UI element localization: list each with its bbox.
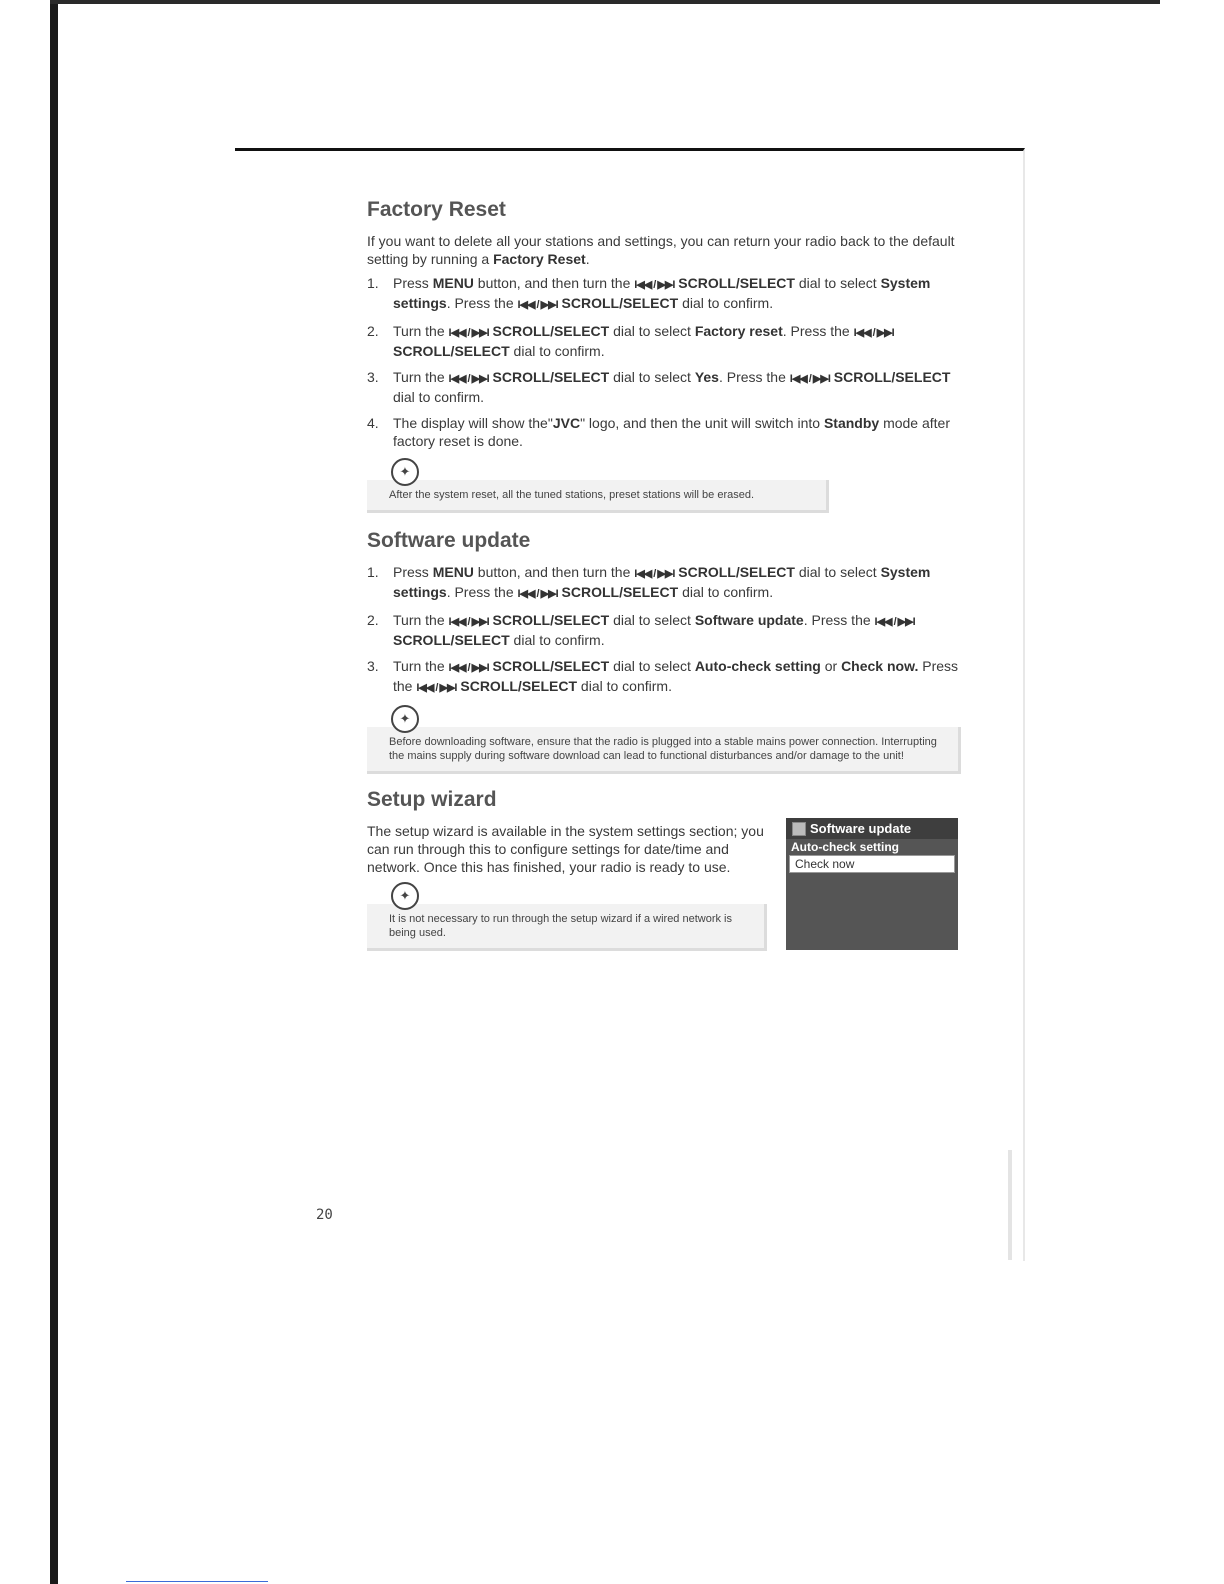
step-text: . Press the [782, 323, 854, 339]
step-text: dial to confirm. [678, 295, 774, 311]
bold-term: SCROLL/SELECT [561, 584, 679, 600]
step-number: 2. [367, 612, 379, 628]
software-update-section [367, 529, 967, 774]
screen-menu-item: Auto-check setting [791, 840, 900, 854]
step-text: Turn the [393, 323, 449, 339]
setup-wizard-title: Setup wizard [367, 788, 497, 811]
bold-term: SCROLL/SELECT [492, 612, 610, 628]
step-text: " logo, and then the unit will switch into [580, 415, 824, 431]
footer-rule [126, 1581, 268, 1582]
bold-term: SCROLL/SELECT [460, 678, 578, 694]
step-text: dial to confirm. [678, 584, 774, 600]
screen-title: Software update [810, 821, 912, 836]
step-text: dial to confirm. [393, 389, 485, 405]
skip-buttons-icon: I◀◀ / ▶▶I [853, 327, 894, 339]
step-text: Press [393, 564, 433, 580]
step-item [367, 368, 967, 406]
step-number: 3. [367, 658, 379, 674]
step-number: 4. [367, 415, 379, 431]
bold-term: SCROLL/SELECT [393, 343, 510, 359]
step-item [367, 322, 967, 360]
screen-title-bar [786, 818, 958, 839]
step-text: Press [393, 275, 433, 291]
bold-term: System settings [393, 564, 931, 600]
step-text: dial to confirm. [509, 632, 605, 648]
software-update-title: Software update [367, 529, 531, 552]
skip-buttons-icon: I◀◀ / ▶▶I [517, 299, 558, 311]
step-text: . Press the [446, 295, 518, 311]
menu-list-icon [792, 822, 806, 836]
bold-term: Standby [823, 415, 880, 431]
bold-term: SCROLL/SELECT [492, 323, 610, 339]
bold-term: SCROLL/SELECT [492, 658, 610, 674]
bold-term: Factory reset [694, 323, 783, 339]
bold-term: JVC [552, 415, 581, 431]
bold-term: MENU [432, 275, 474, 291]
skip-buttons-icon: I◀◀ / ▶▶I [874, 616, 915, 628]
bold-term: SCROLL/SELECT [678, 275, 795, 291]
step-text: Turn the [393, 658, 449, 674]
bold-term: Auto-check setting [694, 658, 821, 674]
bold-term: MENU [432, 564, 474, 580]
step-item [367, 414, 967, 450]
radio-display-screen [786, 818, 958, 950]
skip-buttons-icon: I◀◀ / ▶▶I [416, 682, 457, 694]
bold-term: Yes [694, 369, 719, 385]
step-number: 3. [367, 369, 379, 385]
step-text: dial to select [609, 658, 695, 674]
step-text: dial to select [609, 369, 695, 385]
step-text: Press the [393, 658, 959, 694]
note-text: After the system reset, all the tuned stations, preset stations will be erased. [367, 480, 829, 513]
skip-buttons-icon: I◀◀ / ▶▶I [634, 568, 675, 580]
bold-term: System settings [393, 275, 931, 311]
note-text: Before downloading software, ensure that the radio is plugged into a stable mains power connection. Interrupting the mains supply during software download can lead to functional disturbances and/or damage to the unit! [367, 727, 961, 774]
skip-buttons-icon: I◀◀ / ▶▶I [634, 279, 675, 291]
bold-term: Check now. [841, 658, 919, 674]
scan-edge-left [50, 0, 58, 1584]
factory-reset-section [367, 198, 967, 513]
intro-end: . [585, 251, 590, 267]
intro-bold: Factory Reset [493, 251, 586, 267]
step-text: or [820, 658, 842, 674]
bold-term: SCROLL/SELECT [561, 295, 679, 311]
note-text: It is not necessary to run through the setup wizard if a wired network is being used. [367, 904, 767, 951]
setup-wizard-section [367, 788, 777, 951]
step-item [367, 611, 967, 649]
skip-buttons-icon: I◀◀ / ▶▶I [448, 662, 489, 674]
step-item [367, 657, 967, 697]
step-text: button, and then turn the [473, 564, 635, 580]
step-text: Turn the [393, 369, 449, 385]
bold-term: SCROLL/SELECT [393, 632, 510, 648]
page-number: 20 [316, 1207, 333, 1223]
setup-wizard-note [367, 882, 767, 951]
step-text: dial to select [609, 323, 695, 339]
factory-reset-title: Factory Reset [367, 198, 506, 221]
step-text: dial to select [794, 275, 881, 291]
step-text: . Press the [446, 584, 518, 600]
step-text: mode after factory reset is done. [393, 415, 951, 449]
screen-menu-item-selected: Check now [789, 855, 955, 873]
bold-term: SCROLL/SELECT [492, 369, 610, 385]
scan-edge-top [50, 0, 1160, 4]
skip-buttons-icon: I◀◀ / ▶▶I [789, 373, 830, 385]
page-edge-shadow [1008, 1150, 1012, 1260]
step-text: dial to confirm. [509, 343, 605, 359]
skip-buttons-icon: I◀◀ / ▶▶I [448, 373, 489, 385]
software-update-steps [367, 563, 967, 697]
bold-term: SCROLL/SELECT [833, 369, 951, 385]
pushpin-icon: ✦ [391, 458, 419, 486]
setup-wizard-body: The setup wizard is available in the system settings section; you can run through this to configure settings for date/time and network. Once this has finished, your radio is ready to use. [367, 823, 764, 875]
factory-reset-intro [367, 232, 967, 268]
skip-buttons-icon: I◀◀ / ▶▶I [448, 616, 489, 628]
software-update-note [367, 705, 961, 774]
step-number: 2. [367, 323, 379, 339]
step-number: 1. [367, 564, 379, 580]
intro-text: If you want to delete all your stations and settings, you can return your radio back to the default setting by running a [367, 233, 955, 267]
step-text: dial to select [609, 612, 695, 628]
step-item [367, 274, 967, 314]
step-text: dial to select [794, 564, 881, 580]
step-item [367, 563, 967, 603]
step-text: . Press the [803, 612, 875, 628]
step-text: The display will show the" [393, 415, 553, 431]
bold-term: Software update [694, 612, 804, 628]
bold-term: SCROLL/SELECT [678, 564, 795, 580]
factory-reset-steps [367, 274, 967, 450]
step-text: Turn the [393, 612, 449, 628]
step-number: 1. [367, 275, 379, 291]
pushpin-icon: ✦ [391, 705, 419, 733]
pushpin-icon: ✦ [391, 882, 419, 910]
skip-buttons-icon: I◀◀ / ▶▶I [517, 588, 558, 600]
step-text: . Press the [718, 369, 790, 385]
step-text: dial to confirm. [577, 678, 672, 694]
step-text: button, and then turn the [473, 275, 635, 291]
skip-buttons-icon: I◀◀ / ▶▶I [448, 327, 489, 339]
factory-reset-note [367, 458, 829, 513]
